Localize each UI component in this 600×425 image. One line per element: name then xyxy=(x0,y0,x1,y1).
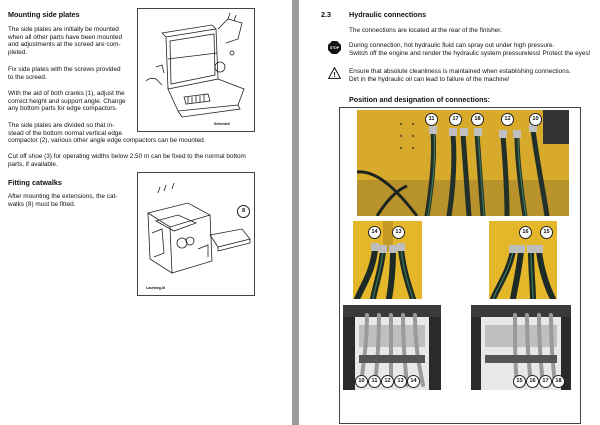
page-gutter xyxy=(292,0,299,425)
intro-text: The connections are located at the rear of the finisher. xyxy=(349,27,502,34)
callout-photo1-5: 10 xyxy=(529,113,542,126)
photo-connections-10-14 xyxy=(343,305,441,390)
section-number: 2.3 xyxy=(321,10,331,19)
figure-catwalk-caption: Laufsteg-III xyxy=(146,286,166,290)
heading-mounting-side-plates: Mounting side plates xyxy=(8,10,80,19)
callout-photo4-3: 12 xyxy=(381,375,394,388)
para-side-plates-intro: The side plates are initially be mounted when all other parts have been mounted and adjustments at the screed are com- pleted. xyxy=(8,26,123,56)
photo-connections-15-18 xyxy=(471,305,571,390)
catwalk-drawing xyxy=(138,173,254,295)
connections-subheading: Position and designation of connections: xyxy=(349,95,490,104)
stop-icon-label: STOP xyxy=(329,46,340,51)
photo-rear-connections xyxy=(357,110,569,216)
figure-catwalk xyxy=(137,172,255,296)
warning-hot-fluid: During connection, hot hydraulic fluid can spray out under high pressure. Switch off the engine and render the hydraulic system pressureless! Protect the eyes! xyxy=(349,42,591,57)
para-divided-plates: The side plates are divided so that in- stead of the bottom normal vertical edge compactor (2), various other angle edge compactors can be mounted. xyxy=(8,122,206,145)
para-cut-off-shoe: Cut off shoe (3) for operating widths below 2.50 m can be fixed to the normal bottom parts, if available. xyxy=(8,153,246,168)
figure-side-plate xyxy=(137,8,255,132)
callout-photo2-1: 14 xyxy=(368,226,381,239)
callout-photo4-5: 14 xyxy=(407,375,420,388)
callout-photo4-1: 10 xyxy=(355,375,368,388)
photo-connections-16-15 xyxy=(489,221,557,299)
para-cranks: With the aid of both cranks (1), adjust the correct height and support angle. Change any bottom parts for edge compactors. xyxy=(8,90,126,113)
callout-photo4-2: 11 xyxy=(368,375,381,388)
para-fix-side-plates: Fix side plates with the screws provided to the screed. xyxy=(8,66,121,81)
figure-side-plate-caption: Seitenteil xyxy=(214,122,230,126)
callout-photo1-2: 17 xyxy=(449,113,462,126)
callout-photo4-4: 13 xyxy=(394,375,407,388)
photo-connections-14-13 xyxy=(353,221,422,299)
callout-photo1-1: 11 xyxy=(425,113,438,126)
callout-photo5-2: 16 xyxy=(526,375,539,388)
callout-8: 8 xyxy=(237,205,250,218)
section-title: Hydraulic connections xyxy=(349,10,427,19)
callout-photo1-4: 12 xyxy=(501,113,514,126)
callout-photo1-3: 18 xyxy=(471,113,484,126)
callout-photo5-1: 15 xyxy=(513,375,526,388)
callout-photo3-2: 15 xyxy=(540,226,553,239)
connections-photo-panel xyxy=(339,107,581,424)
caution-icon-label: ! xyxy=(333,72,336,79)
stop-icon xyxy=(328,41,341,54)
caution-triangle-icon xyxy=(328,66,341,78)
callout-photo5-4: 18 xyxy=(552,375,565,388)
callout-photo3-1: 16 xyxy=(519,226,532,239)
callout-photo5-3: 17 xyxy=(539,375,552,388)
para-catwalks: After mounting the extensions, the cat- walks (8) must be fitted. xyxy=(8,193,118,208)
heading-fitting-catwalks: Fitting catwalks xyxy=(8,178,62,187)
right-page xyxy=(299,0,600,425)
callout-photo2-2: 13 xyxy=(392,226,405,239)
side-plate-drawing xyxy=(138,9,254,131)
left-page xyxy=(0,0,292,425)
warning-cleanliness: Ensure that absolute cleanliness is maintained when establishing connections. Dirt in the hydraulic oil can lead to failure of the machine! xyxy=(349,68,571,83)
